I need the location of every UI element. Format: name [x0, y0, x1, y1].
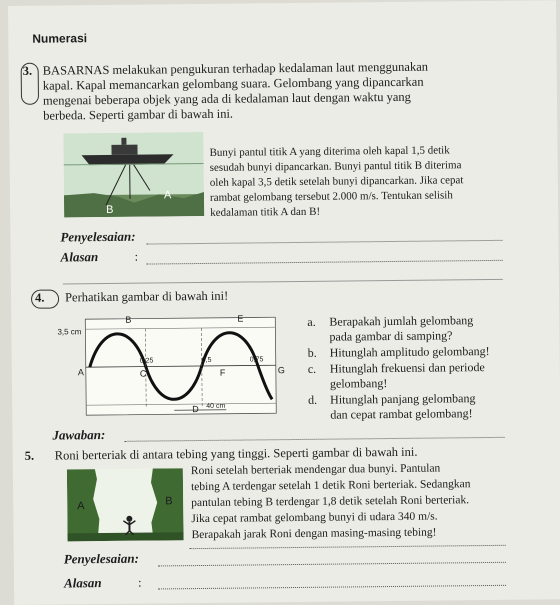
q5-solution-label: Penyelesaian: [63, 550, 139, 567]
q3-reason-label: Alasan [60, 249, 99, 265]
q3-answer-line[interactable] [63, 279, 503, 285]
wave-point-f: F [219, 367, 226, 378]
wave-time-label-2: 0,5 [201, 356, 212, 364]
q4-item-d-text: Hitunglah panjang gelombang [330, 391, 476, 407]
q4-item-b-marker: b. [307, 345, 317, 360]
point-b-label: B [106, 203, 114, 216]
ship-sonar-figure [63, 132, 204, 217]
cliff-a-label: A [77, 500, 85, 513]
q5-text-4: Jika cepat rambat gelombang bunyi di udara 340 m/s. [191, 510, 438, 526]
q4-number: 4. [34, 290, 45, 305]
wave-point-c: C [139, 368, 147, 379]
q4-item-a-marker: a. [307, 314, 316, 329]
q4-item-c-marker: c. [307, 361, 317, 376]
q4-item-a-text-2: pada gambar di samping? [329, 328, 453, 344]
q5-text-3: pantulan tebing B terdengar 1,8 detik setelah Roni berteriak. [191, 494, 470, 510]
q3-text-5: kedalaman titik A dan B! [210, 205, 321, 219]
q3-number: 3. [22, 63, 33, 78]
q4-answer-line[interactable] [125, 437, 505, 442]
q5-text-5: Berapakah jarak Roni dengan masing-masing tebing! [191, 526, 437, 542]
worksheet-page [8, 0, 560, 605]
q5-text-2: tebing A terdengar setelah 1 detik Roni berteriak. Sedangkan [190, 478, 471, 494]
q3-intro-1: BASARNAS melakukan pengukuran terhadap kedalaman laut menggunakan [42, 59, 429, 78]
q3-intro-3: mengenai beberapa objek yang ada di kedalaman laut dengan waktu yang [42, 89, 411, 108]
q5-intro: Roni berteriak di antara tebing yang tinggi. Seperti gambar di bawah ini. [54, 444, 418, 463]
q4-item-b-text: Hitunglah amplitudo gelombang! [329, 343, 490, 360]
q3-intro-4: berbeda. Seperti gambar di bawah ini. [43, 106, 234, 123]
wave-point-e: E [237, 313, 244, 324]
wave-point-g: G [277, 365, 285, 376]
q4-item-a-text: Berapakah jumlah gelombang [329, 313, 474, 329]
wave-time-label-3: 0,75 [249, 356, 264, 364]
q5-number: 5. [24, 448, 35, 463]
q4-intro: Perhatikan gambar di bawah ini! [64, 288, 229, 305]
q3-reason-colon: : [134, 249, 139, 264]
q5-reason-colon: : [137, 575, 142, 590]
section-title: Numerasi [32, 31, 88, 46]
q3-text-2: sesudah bunyi dipancarkan. Bunyi pantul titik B diterima [209, 159, 462, 174]
q5-solution-line[interactable] [158, 562, 506, 567]
q3-text-1: Bunyi pantul titik A yang diterima oleh kapal 1,5 detik [209, 144, 450, 159]
wave-point-b: B [125, 314, 132, 325]
q4-answer-label: Jawaban: [52, 427, 106, 443]
q4-item-c-text: Hitunglah frekuensi dan periode [329, 360, 485, 376]
q3-text-3: oleh kapal 3,5 detik setelah bunyi dipancarkan. Jika cepat [209, 174, 464, 189]
q4-item-c-text-2: gelombang! [329, 376, 388, 391]
wave-point-a: A [77, 367, 84, 378]
q5-reason-label: Alasan [63, 575, 102, 591]
q3-text-4: rambat gelombang tersebut 2.000 m/s. Tentukan selisih [209, 189, 453, 204]
wave-point-d: D [192, 404, 199, 415]
q5-reason-line[interactable] [158, 585, 506, 590]
wave-amplitude-label: 3,5 cm [57, 327, 82, 337]
q3-solution-line[interactable] [146, 240, 502, 245]
wave-time-label-1: 0,25 [139, 357, 154, 365]
q3-reason-line[interactable] [147, 260, 503, 265]
q4-item-d-text-2: dan cepat rambat gelombang! [330, 406, 473, 422]
wave-length-label: 40 cm [206, 402, 226, 410]
q3-solution-label: Penyelesaian: [60, 228, 136, 245]
q4-item-d-marker: d. [308, 392, 318, 407]
q5-line-1[interactable] [190, 545, 506, 549]
q5-text-1: Roni setelah berteriak mendengar dua bunyi. Pantulan [190, 462, 441, 478]
cliff-b-label: B [165, 495, 173, 508]
point-a-label: A [163, 189, 172, 202]
q3-intro-2: kapal. Kapal memancarkan gelombang suara. Gelombang yang dipancarkan [42, 74, 424, 93]
